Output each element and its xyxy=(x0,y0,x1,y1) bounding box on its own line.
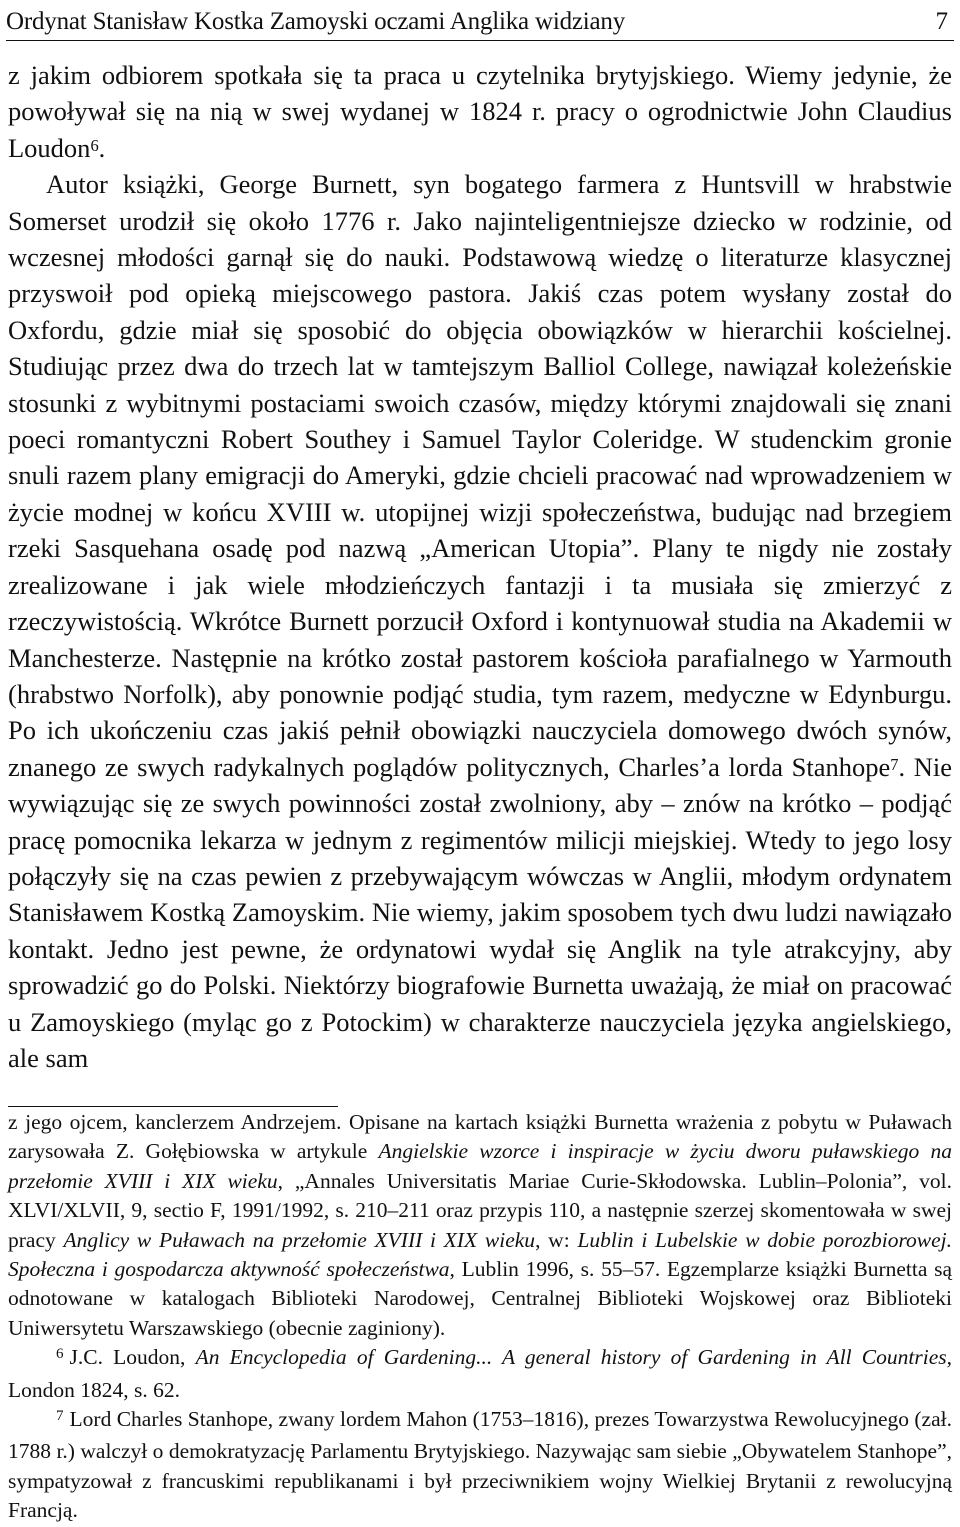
footnote-continuation: z jego ojcem, kanclerzem Andrzejem. Opisane na kartach książki Burnetta wrażenia z pobytu w Puławach zarysowała Z. Gołębiowska w artykule Angielskie wzorce i inspiracje w życiu dworu puławskiego na przełomie XVIII i XIX wieku, „Annales Universitatis Mariae Curie-Skłodowska. Lublin–Polonia”, vol. XLVI/XLVII, 9, sectio F, 1991/1992, s. 210–211 oraz przypis 110, a następnie szerzej skomentowała w swej pracy Anglicy w Puławach na przełomie XVIII i XIX wieku, w: Lublin i Lubelskie w dobie porozbiorowej. Społeczna i gospodarcza aktywność społeczeństwa, Lublin 1996, s. 55–57. Egzemplarze książki Burnetta są odnotowane w katalogach Biblioteki Narodowej, Centralnej Biblioteki Wojskowej oraz Biblioteki Uniwersytetu Warszawskiego (obecnie zaginiony). xyxy=(8,1110,953,1340)
body-text xyxy=(8,57,952,1076)
footnote-separator xyxy=(8,1106,338,1107)
footnote-7: $^7$ Lord Charles Stanhope, zwany lordem Mahon (1753–1816), prezes Towarzystwa Rewolucyjnego (zał. 1788 r.) walczył o demokratyzację Parlamentu Brytyjskiego. Nazywając sam siebie „Obywatelem Stanhope”, sympatyzował z francuskimi republikanami i był przeciwnikiem wojny Wielkiej Brytanii z rewolucyjną Francją. xyxy=(8,1407,952,1523)
page-number: 7 xyxy=(935,8,948,35)
paragraph-1: z jakim odbiorem spotkała się ta praca u czytelnika brytyjskiego. Wiemy jedynie, że powoływał się na nią w swej wydanej w 1824 r. pracy o ogrodnictwie John Claudius Loudon$^6$. xyxy=(8,60,952,163)
footnotes xyxy=(8,1108,952,1526)
running-title: Ordynat Stanisław Kostka Zamoyski oczami Anglika widziany xyxy=(6,8,626,35)
footnote-ref-7[interactable]: 7 xyxy=(890,754,899,774)
footnote-6: $^6$ J.C. Loudon, An Encyclopedia of Gardening... A general history of Gardening in All Countries, London 1824, s. 62. xyxy=(8,1345,952,1402)
running-header xyxy=(6,4,954,41)
footnote-number-6: 6 xyxy=(56,1346,64,1363)
footnote-ref-6[interactable]: 6 xyxy=(90,136,99,156)
footnote-number-7: 7 xyxy=(56,1408,64,1425)
paragraph-2: Autor książki, George Burnett, syn bogatego farmera z Huntsvill w hrabstwie Somerset urodził się około 1776 r. Jako najinteligentniejsze dziecko w rodzinie, od wczesnej młodości garnął się do nauki. Podstawową wiedzę o literaturze klasycznej przyswoił pod opieką miejscowego pastora. Jakiś czas potem wysłany został do Oxfordu, gdzie miał się sposobić do objęcia obowiązków w hierarchii kościelnej. Studiując przez dwa do trzech lat w tamtejszym Balliol College, nawiązał koleżeńskie stosunki z wybitnymi postaciami swoich czasów, między którymi znajdowali się znani poeci romantyczni Robert Southey i Samuel Taylor Coleridge. W studenckim gronie snuli razem plany emigracji do Ameryki, gdzie chcieli pracować nad wprowadzeniem w życie modnej w końcu XVIII w. utopijnej wizji społeczeństwa, budując nad brzegiem rzeki Sasquehana osadę pod nazwą „American Utopia”. Plany te nigdy nie zostały zrealizowane i jak wiele młodzieńczych fantazji i ta musiała się zmierzyć z rzeczywistością. Wkrótce Burnett porzucił Oxford i kontynuował studia na Akademii w Manchesterze. Następnie na krótko został pastorem kościoła parafialnego w Yarmouth (hrabstwo Norfolk), aby ponownie podjąć studia, tym razem, medyczne w Edynburgu. Po ich ukończeniu czas jakiś pełnił obowiązki nauczyciela domowego dwóch synów, znanego ze swych radykalnych poglądów politycznych, Charles’a lorda Stanhope$^7$. Nie wywiązując się ze swych powinności został zwolniony, aby – znów na krótko – podjąć pracę pomocnika lekarza w jednym z regimentów milicji miejskiej. Wtedy to jego losy połączyły się na czas pewien z przebywającym wówczas w Anglii, młodym ordynatem Stanisławem Kostką Zamoyskim. Nie wiemy, jakim sposobem tych dwu ludzi nawiązało kontakt. Jedno jest pewne, że ordynatowi wydał się Anglik na tyle atrakcyjny, aby sprowadzić go do Polski. Niektórzy biografowie Burnetta uważają, że miał on pracować u Zamoyskiego (myląc go z Potockim) w charakterze nauczyciela języka angielskiego, ale sam xyxy=(8,169,952,1073)
